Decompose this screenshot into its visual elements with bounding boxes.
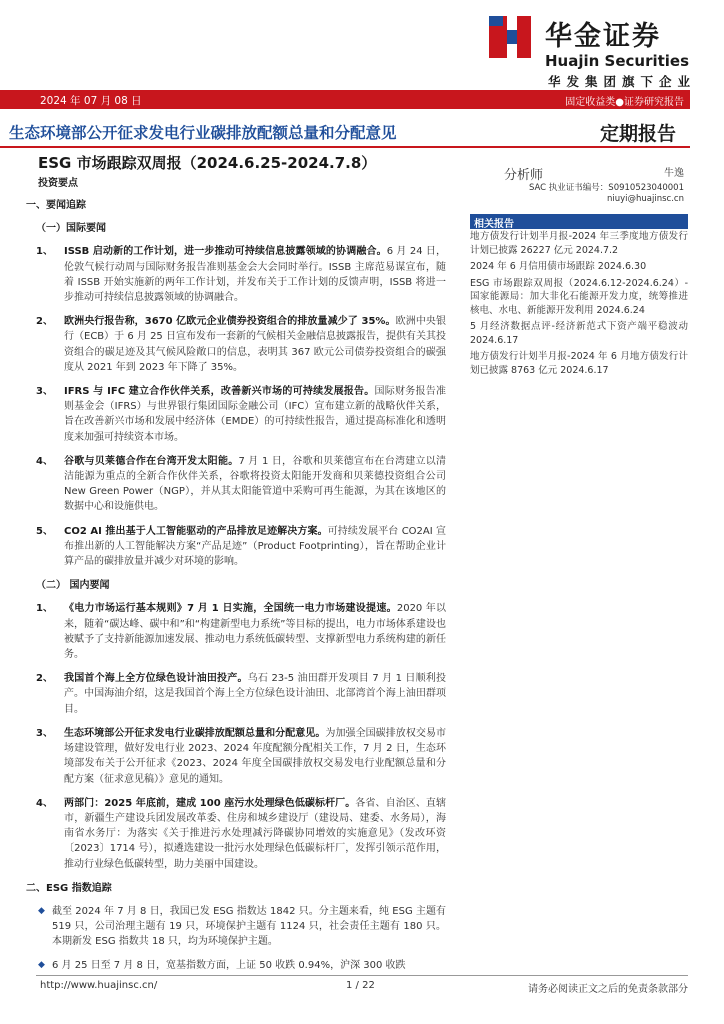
logo-name-en: Huajin Securities [545,52,690,70]
item-number: 4、 [36,455,53,467]
item-title: 《电力市场运行基本规则》7 月 1 日实施，全国统一电力市场建设提速。 [64,603,397,615]
analyst-name: 牛逸 [664,168,684,179]
diamond-bullet-icon: ◆ [38,959,45,970]
analyst-email[interactable]: niuyi@huajinsc.cn [607,194,684,204]
item-text: 6 月 24 日，伦敦气候行动周与国际财务报告准则基金会大会同时举行。ISSB 主席范易谋宣布，随着 ISSB 开始实施新的两年工作计划，并发布关于工作计划的反馈声明，ISSB 将进一步推动可持续信息披露领域的协调融合。 [64,246,446,304]
related-report-item[interactable]: 地方债发行计划半月报-2024 年三季度地方债发行计划已披露 26227 亿元 2024.7.2 [470,231,688,256]
section-label: 投资要点 [38,178,78,189]
subsection-heading: （二） 国内要闻 [36,580,110,592]
item-title: 欧洲央行报告称，3670 亿欧元企业债券投资组合的排放量减少了 35%。 [64,316,396,328]
item-text: 各省、自治区、直辖市，新疆生产建设兵团发展改革委、住房和城乡建设厅（建设局、建委、水务局），海南省水务厅：为落实《关于推进污水处理减污降碳协同增效的实施意见》（发改环资〔2023〕1714 号），拟遴选建设一批污水处理绿色低碳标杆厂，发挥引领示范作用，推动行业绿色低碳转型，助力美丽中国建设。 [64,797,446,870]
item-text: 国际财务报告准则基金会（IFRS）与世界银行集团国际金融公司（IFC）宣布建立新的战略伙伴关系，旨在改善新兴市场和发展中经济体（EMDE）的可持续性报告，通过提高标准化和透明度来加强可持续资本市场。 [64,386,446,443]
huajin-logo-icon [483,10,537,64]
esg-bullet [26,958,446,973]
news-item [26,524,446,570]
report-subtitle: ESG 市场跟踪双周报（2024.6.25-2024.7.8） [38,154,377,172]
report-headline: 生态环境部公开征求发电行业碳排放配额总量和分配意见 [9,124,397,142]
item-title: CO2 AI 推出基于人工智能驱动的产品排放足迹解决方案。 [64,525,328,537]
item-title: ISSB 启动新的工作计划，进一步推动可持续信息披露领域的协调融合。 [64,246,387,258]
analyst-label: 分析师 [504,168,544,183]
brand-slogan: 华发集团旗下企业 [547,74,696,89]
item-number: 5、 [36,525,53,537]
item-title: 生态环境部公开征求发电行业碳排放配额总量和分配意见。 [64,727,326,739]
footer-disclaimer: 请务必阅读正文之后的免责条款部分 [528,984,688,995]
item-title: 两部门：2025 年底前，建成 100 座污水处理绿色低碳标杆厂。 [64,797,356,809]
section-heading: 一、要闻追踪 [26,200,86,211]
bullet-text: 截至 2024 年 7 月 8 日，我国已发 ESG 指数达 1842 只。分主题来看，纯 ESG 主题有 519 只，公司治理主题有 19 只，环境保护主题有 1124 只，社会责任主题有 180 只。本期新发 ESG 指数共 18 只，均为环境保护主题。 [52,905,446,948]
item-title: 谷歌与贝莱德合作在台湾开发太阳能。 [64,455,239,467]
news-item [26,244,446,305]
item-number: 2、 [36,316,53,328]
related-report-item[interactable]: 地方债发行计划半月报-2024 年 6 月地方债发行计划已披露 8763 亿元 2024.6.17 [470,351,688,376]
footer-url[interactable]: http://www.huajinsc.cn/ [40,980,158,991]
item-number: 1、 [36,603,53,615]
related-reports-list [470,230,688,380]
item-title: IFRS 与 IFC 建立合作伙伴关系，改善新兴市场的可持续发展报告。 [64,386,375,398]
item-number: 1、 [36,246,53,258]
analyst-sac: SAC 执业证书编号：S0910523040001 [528,183,684,193]
subsection-heading: （一）国际要闻 [36,223,106,235]
related-report-item[interactable]: 2024 年 6 月信用债市场跟踪 2024.6.30 [470,261,647,272]
item-number: 2、 [36,673,53,685]
item-text: 2020 年以来，随着“碳达峰、碳中和”和“构建新型电力系统”等目标的提出，电力市场体系建设也被赋予了支持新能源加速发展、推动电力系统低碳转型、支撑新型电力系统构建的新任务。 [64,603,446,661]
item-text: 乌石 23-5 油田群开发项目 7 月 1 日顺利投产。中国海油介绍，这是我国首个海上全方位绿色设计油田、北部湾首个海上油田群项目。 [64,673,446,715]
report-department: 固定收益类●证券研究报告 [565,97,684,108]
footer-divider [36,975,688,976]
news-item [26,601,446,662]
header-divider [0,146,690,148]
news-item [26,314,446,375]
diamond-bullet-icon: ◆ [38,905,45,916]
main-content [26,192,446,981]
report-date: 2024 年 07 月 08 日 [40,95,142,107]
news-item [26,726,446,787]
item-text: 7 月 1 日，谷歌和贝莱德宣布在台湾建立以清洁能源为重点的全新合作伙伴关系，谷歌将投资太阳能开发商和贝莱德投资组合公司 New Green Power（NGP），并从其太阳能管道中采购可再生能源，为其在该地区的数据中心和设施供电。 [64,455,447,513]
report-type: 定期报告 [600,123,677,145]
item-text: 欧洲中央银行（ECB）于 6 月 25 日宣布发布一套新的气候相关金融信息披露报告，提供有关其投资组合的碳足迹及其气候风险敞口的信息，表明其 367 欧元公司债券投资组合的碳强度从 2021 年到 2023 年下降了 35%。 [64,316,447,373]
item-text: 可持续发展平台 CO2AI 宣布推出新的人工智能解决方案“产品足迹”（Product Footprinting），旨在帮助企业计算产品的碳排放量并减少对环境的影响。 [64,525,446,568]
date-banner [0,90,690,109]
related-report-item[interactable]: 5 月经济数据点评-经济新范式下资产端平稳波动 2024.6.17 [470,321,688,346]
related-reports-header [470,214,688,229]
page-number: 1 / 22 [346,980,375,991]
item-title: 我国首个海上全方位绿色设计油田投产。 [64,673,248,685]
related-report-item[interactable]: ESG 市场跟踪双周报（2024.6.12-2024.6.24）-国家能源局：加大非化石能源开发力度，统筹推进核电、水电、新能源开发利用 2024.6.24 [470,277,688,316]
news-item [26,671,446,717]
item-text: 为加强全国碳排放权交易市场建设管理，做好发电行业 2023、2024 年度配额分配相关工作，7 月 2 日，生态环境部发布关于公开征求《2023、2024 年度全国碳排放权交易发电行业配额总量和分配方案（征求意见稿）》意见的通知。 [64,727,447,785]
news-item [26,384,446,445]
logo-name-cn: 华金证券 [545,21,661,52]
item-number: 3、 [36,386,53,398]
item-number: 3、 [36,727,53,739]
bullet-text: 6 月 25 日至 7 月 8 日，宽基指数方面，上证 50 收跌 0.94%，沪深 300 收跌 [52,959,406,971]
company-logo [483,10,715,70]
esg-bullet [26,904,446,950]
section-heading: 二、ESG 指数追踪 [26,882,112,894]
item-number: 4、 [36,797,53,809]
news-item [26,796,446,872]
related-reports-title: 相关报告 [474,219,514,230]
news-item [26,454,446,515]
